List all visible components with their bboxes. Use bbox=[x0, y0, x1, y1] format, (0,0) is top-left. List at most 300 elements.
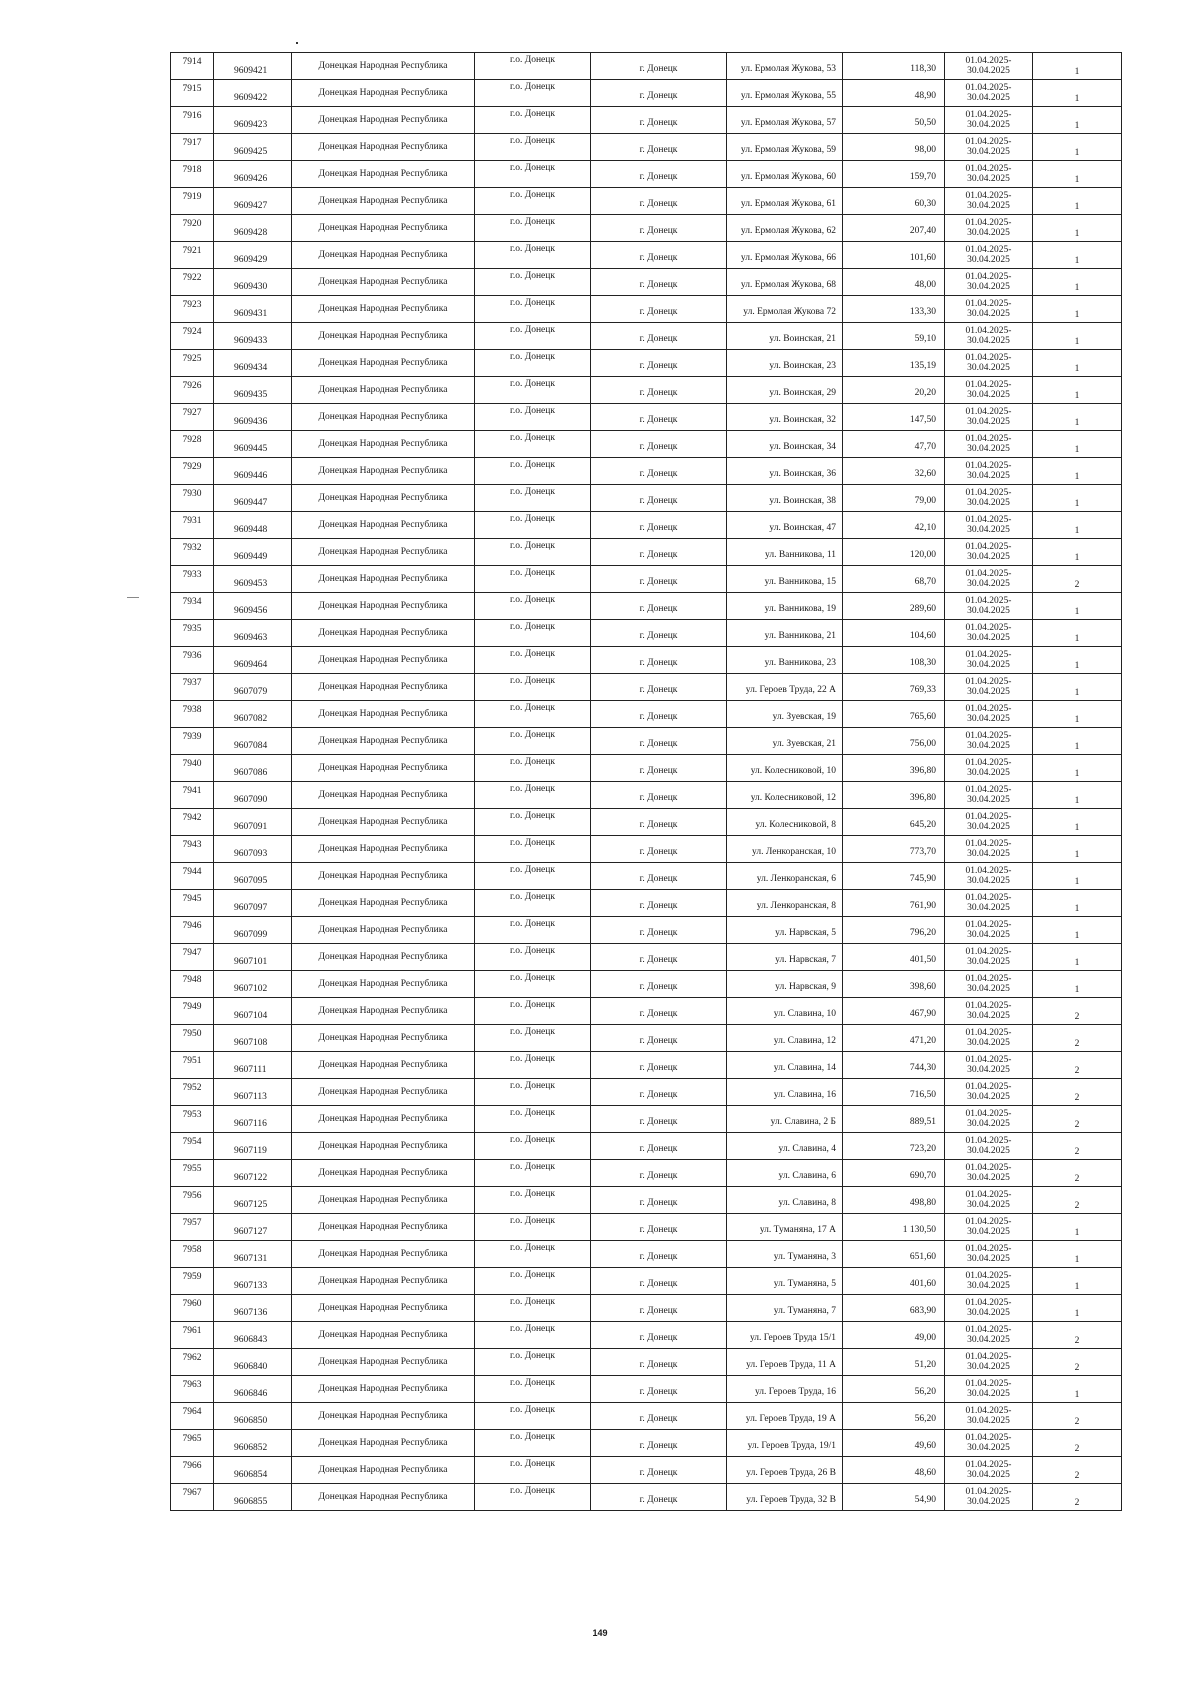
row-number: 7914 bbox=[171, 53, 214, 80]
region-cell: Донецкая Народная Республика bbox=[292, 242, 475, 269]
period-start: 01.04.2025- bbox=[965, 218, 1012, 228]
object-code: 9609447 bbox=[214, 485, 292, 512]
count-cell: 2 bbox=[1033, 998, 1122, 1025]
period-end: 30.04.2025 bbox=[967, 984, 1010, 994]
region-cell: Донецкая Народная Республика bbox=[292, 188, 475, 215]
table-row bbox=[171, 377, 1122, 404]
city-cell: г. Донецк bbox=[591, 809, 727, 836]
period-cell bbox=[945, 1241, 1033, 1268]
period-start: 01.04.2025- bbox=[965, 272, 1012, 282]
region-cell: Донецкая Народная Республика bbox=[292, 1025, 475, 1052]
address-cell: ул. Ванникова, 15 bbox=[727, 566, 843, 593]
count-cell: 1 bbox=[1033, 269, 1122, 296]
period-cell bbox=[945, 1403, 1033, 1430]
table-row bbox=[171, 1025, 1122, 1052]
city-cell: г. Донецк bbox=[591, 728, 727, 755]
row-number: 7949 bbox=[171, 998, 214, 1025]
city-cell: г. Донецк bbox=[591, 512, 727, 539]
period-cell bbox=[945, 998, 1033, 1025]
region-cell: Донецкая Народная Республика bbox=[292, 1376, 475, 1403]
table-row bbox=[171, 566, 1122, 593]
region-cell: Донецкая Народная Республика bbox=[292, 890, 475, 917]
period-cell bbox=[945, 1079, 1033, 1106]
municipality-cell: г.о. Донецк bbox=[475, 1133, 591, 1160]
city-cell: г. Донецк bbox=[591, 377, 727, 404]
object-code: 9607111 bbox=[214, 1052, 292, 1079]
region-cell: Донецкая Народная Республика bbox=[292, 1484, 475, 1511]
table-row bbox=[171, 242, 1122, 269]
municipality-cell: г.о. Донецк bbox=[475, 1052, 591, 1079]
region-cell: Донецкая Народная Республика bbox=[292, 782, 475, 809]
period-cell bbox=[945, 242, 1033, 269]
count-cell: 1 bbox=[1033, 350, 1122, 377]
period-end: 30.04.2025 bbox=[967, 1416, 1010, 1426]
area-cell: 396,80 bbox=[843, 755, 945, 782]
period-cell bbox=[945, 539, 1033, 566]
city-cell: г. Донецк bbox=[591, 1106, 727, 1133]
period-start: 01.04.2025- bbox=[965, 299, 1012, 309]
period-end: 30.04.2025 bbox=[967, 903, 1010, 913]
address-cell: ул. Ермолая Жукова 72 bbox=[727, 296, 843, 323]
area-cell: 645,20 bbox=[843, 809, 945, 836]
object-code: 9607093 bbox=[214, 836, 292, 863]
address-cell: ул. Колесниковой, 10 bbox=[727, 755, 843, 782]
city-cell: г. Донецк bbox=[591, 944, 727, 971]
municipality-cell: г.о. Донецк bbox=[475, 1214, 591, 1241]
period-cell bbox=[945, 188, 1033, 215]
period-end: 30.04.2025 bbox=[967, 363, 1010, 373]
city-cell: г. Донецк bbox=[591, 971, 727, 998]
row-number: 7917 bbox=[171, 134, 214, 161]
city-cell: г. Донецк bbox=[591, 593, 727, 620]
object-code: 9609433 bbox=[214, 323, 292, 350]
municipality-cell: г.о. Донецк bbox=[475, 674, 591, 701]
address-cell: ул. Зуевская, 21 bbox=[727, 728, 843, 755]
count-cell: 1 bbox=[1033, 863, 1122, 890]
period-start: 01.04.2025- bbox=[965, 650, 1012, 660]
period-cell bbox=[945, 890, 1033, 917]
object-code: 9609425 bbox=[214, 134, 292, 161]
period-cell bbox=[945, 1295, 1033, 1322]
row-number: 7932 bbox=[171, 539, 214, 566]
row-number: 7926 bbox=[171, 377, 214, 404]
table-row bbox=[171, 53, 1122, 80]
period-start: 01.04.2025- bbox=[965, 407, 1012, 417]
period-end: 30.04.2025 bbox=[967, 120, 1010, 130]
municipality-cell: г.о. Донецк bbox=[475, 296, 591, 323]
row-number: 7955 bbox=[171, 1160, 214, 1187]
area-cell: 769,33 bbox=[843, 674, 945, 701]
municipality-cell: г.о. Донецк bbox=[475, 53, 591, 80]
address-cell: ул. Ермолая Жукова, 59 bbox=[727, 134, 843, 161]
municipality-cell: г.о. Донецк bbox=[475, 593, 591, 620]
table-row bbox=[171, 512, 1122, 539]
object-code: 9609426 bbox=[214, 161, 292, 188]
city-cell: г. Донецк bbox=[591, 134, 727, 161]
object-code: 9609427 bbox=[214, 188, 292, 215]
row-number: 7957 bbox=[171, 1214, 214, 1241]
region-cell: Донецкая Народная Республика bbox=[292, 215, 475, 242]
period-cell bbox=[945, 107, 1033, 134]
municipality-cell: г.о. Донецк bbox=[475, 1403, 591, 1430]
region-cell: Донецкая Народная Республика bbox=[292, 620, 475, 647]
table-row bbox=[171, 836, 1122, 863]
period-end: 30.04.2025 bbox=[967, 201, 1010, 211]
period-cell bbox=[945, 1214, 1033, 1241]
object-code: 9609436 bbox=[214, 404, 292, 431]
region-cell: Донецкая Народная Республика bbox=[292, 323, 475, 350]
object-code: 9609445 bbox=[214, 431, 292, 458]
table-row bbox=[171, 134, 1122, 161]
area-cell: 47,70 bbox=[843, 431, 945, 458]
period-start: 01.04.2025- bbox=[965, 164, 1012, 174]
city-cell: г. Донецк bbox=[591, 1430, 727, 1457]
area-cell: 471,20 bbox=[843, 1025, 945, 1052]
address-cell: ул. Воинская, 36 bbox=[727, 458, 843, 485]
count-cell: 1 bbox=[1033, 107, 1122, 134]
area-cell: 56,20 bbox=[843, 1376, 945, 1403]
city-cell: г. Донецк bbox=[591, 269, 727, 296]
object-code: 9609456 bbox=[214, 593, 292, 620]
count-cell: 1 bbox=[1033, 944, 1122, 971]
count-cell: 1 bbox=[1033, 458, 1122, 485]
municipality-cell: г.о. Донецк bbox=[475, 188, 591, 215]
table-row bbox=[171, 809, 1122, 836]
count-cell: 2 bbox=[1033, 1187, 1122, 1214]
object-code: 9607113 bbox=[214, 1079, 292, 1106]
region-cell: Донецкая Народная Республика bbox=[292, 1214, 475, 1241]
row-number: 7966 bbox=[171, 1457, 214, 1484]
region-cell: Донецкая Народная Республика bbox=[292, 296, 475, 323]
row-number: 7960 bbox=[171, 1295, 214, 1322]
document-sheet bbox=[170, 52, 1121, 1511]
period-cell bbox=[945, 944, 1033, 971]
row-number: 7951 bbox=[171, 1052, 214, 1079]
area-cell: 68,70 bbox=[843, 566, 945, 593]
region-cell: Донецкая Народная Республика bbox=[292, 134, 475, 161]
region-cell: Донецкая Народная Республика bbox=[292, 161, 475, 188]
region-cell: Донецкая Народная Республика bbox=[292, 1457, 475, 1484]
area-cell: 723,20 bbox=[843, 1133, 945, 1160]
table-row bbox=[171, 350, 1122, 377]
row-number: 7931 bbox=[171, 512, 214, 539]
area-cell: 60,30 bbox=[843, 188, 945, 215]
region-cell: Донецкая Народная Республика bbox=[292, 350, 475, 377]
period-end: 30.04.2025 bbox=[967, 255, 1010, 265]
area-cell: 207,40 bbox=[843, 215, 945, 242]
count-cell: 1 bbox=[1033, 917, 1122, 944]
period-start: 01.04.2025- bbox=[965, 1433, 1012, 1443]
period-end: 30.04.2025 bbox=[967, 1173, 1010, 1183]
object-code: 9609429 bbox=[214, 242, 292, 269]
period-cell bbox=[945, 269, 1033, 296]
period-end: 30.04.2025 bbox=[967, 1200, 1010, 1210]
period-start: 01.04.2025- bbox=[965, 920, 1012, 930]
row-number: 7916 bbox=[171, 107, 214, 134]
area-cell: 159,70 bbox=[843, 161, 945, 188]
city-cell: г. Донецк bbox=[591, 107, 727, 134]
object-code: 9606852 bbox=[214, 1430, 292, 1457]
region-cell: Донецкая Народная Республика bbox=[292, 1241, 475, 1268]
area-cell: 54,90 bbox=[843, 1484, 945, 1511]
row-number: 7953 bbox=[171, 1106, 214, 1133]
region-cell: Донецкая Народная Республика bbox=[292, 917, 475, 944]
period-start: 01.04.2025- bbox=[965, 1325, 1012, 1335]
city-cell: г. Донецк bbox=[591, 998, 727, 1025]
table-row bbox=[171, 161, 1122, 188]
address-cell: ул. Героев Труда, 19/1 bbox=[727, 1430, 843, 1457]
object-code: 9607127 bbox=[214, 1214, 292, 1241]
municipality-cell: г.о. Донецк bbox=[475, 1160, 591, 1187]
period-start: 01.04.2025- bbox=[965, 785, 1012, 795]
region-cell: Донецкая Народная Республика bbox=[292, 107, 475, 134]
period-end: 30.04.2025 bbox=[967, 1362, 1010, 1372]
object-code: 9609422 bbox=[214, 80, 292, 107]
row-number: 7919 bbox=[171, 188, 214, 215]
period-start: 01.04.2025- bbox=[965, 353, 1012, 363]
page-number: 149 bbox=[592, 1628, 608, 1638]
period-start: 01.04.2025- bbox=[965, 1136, 1012, 1146]
city-cell: г. Донецк bbox=[591, 539, 727, 566]
table-row bbox=[171, 674, 1122, 701]
municipality-cell: г.о. Донецк bbox=[475, 431, 591, 458]
table-row bbox=[171, 215, 1122, 242]
row-number: 7950 bbox=[171, 1025, 214, 1052]
period-start: 01.04.2025- bbox=[965, 893, 1012, 903]
table-row bbox=[171, 1457, 1122, 1484]
municipality-cell: г.о. Донецк bbox=[475, 728, 591, 755]
period-start: 01.04.2025- bbox=[965, 515, 1012, 525]
area-cell: 716,50 bbox=[843, 1079, 945, 1106]
city-cell: г. Донецк bbox=[591, 620, 727, 647]
region-cell: Донецкая Народная Республика bbox=[292, 647, 475, 674]
region-cell: Донецкая Народная Республика bbox=[292, 755, 475, 782]
count-cell: 1 bbox=[1033, 836, 1122, 863]
row-number: 7930 bbox=[171, 485, 214, 512]
object-code: 9609453 bbox=[214, 566, 292, 593]
row-number: 7963 bbox=[171, 1376, 214, 1403]
city-cell: г. Донецк bbox=[591, 1025, 727, 1052]
period-start: 01.04.2025- bbox=[965, 380, 1012, 390]
area-cell: 108,30 bbox=[843, 647, 945, 674]
period-start: 01.04.2025- bbox=[965, 137, 1012, 147]
period-cell bbox=[945, 782, 1033, 809]
period-end: 30.04.2025 bbox=[967, 417, 1010, 427]
area-cell: 104,60 bbox=[843, 620, 945, 647]
period-start: 01.04.2025- bbox=[965, 1379, 1012, 1389]
count-cell: 2 bbox=[1033, 1160, 1122, 1187]
table-row bbox=[171, 1349, 1122, 1376]
count-cell: 1 bbox=[1033, 404, 1122, 431]
period-start: 01.04.2025- bbox=[965, 1163, 1012, 1173]
period-cell bbox=[945, 647, 1033, 674]
city-cell: г. Донецк bbox=[591, 458, 727, 485]
city-cell: г. Донецк bbox=[591, 431, 727, 458]
municipality-cell: г.о. Донецк bbox=[475, 512, 591, 539]
period-end: 30.04.2025 bbox=[967, 93, 1010, 103]
period-cell bbox=[945, 1322, 1033, 1349]
municipality-cell: г.о. Донецк bbox=[475, 1187, 591, 1214]
area-cell: 50,50 bbox=[843, 107, 945, 134]
municipality-cell: г.о. Донецк bbox=[475, 782, 591, 809]
period-start: 01.04.2025- bbox=[965, 1190, 1012, 1200]
area-cell: 401,50 bbox=[843, 944, 945, 971]
period-cell bbox=[945, 674, 1033, 701]
address-cell: ул. Воинская, 29 bbox=[727, 377, 843, 404]
table-row bbox=[171, 458, 1122, 485]
period-end: 30.04.2025 bbox=[967, 66, 1010, 76]
area-cell: 147,50 bbox=[843, 404, 945, 431]
region-cell: Донецкая Народная Республика bbox=[292, 944, 475, 971]
period-cell bbox=[945, 431, 1033, 458]
object-code: 9609435 bbox=[214, 377, 292, 404]
address-cell: ул. Воинская, 21 bbox=[727, 323, 843, 350]
period-cell bbox=[945, 1457, 1033, 1484]
object-code: 9609428 bbox=[214, 215, 292, 242]
city-cell: г. Донецк bbox=[591, 836, 727, 863]
region-cell: Донецкая Народная Республика bbox=[292, 458, 475, 485]
count-cell: 1 bbox=[1033, 593, 1122, 620]
period-end: 30.04.2025 bbox=[967, 471, 1010, 481]
municipality-cell: г.о. Донецк bbox=[475, 458, 591, 485]
table-row bbox=[171, 1160, 1122, 1187]
period-cell bbox=[945, 566, 1033, 593]
municipality-cell: г.о. Донецк bbox=[475, 863, 591, 890]
period-start: 01.04.2025- bbox=[965, 1298, 1012, 1308]
object-code: 9609431 bbox=[214, 296, 292, 323]
row-number: 7922 bbox=[171, 269, 214, 296]
address-cell: ул. Ермолая Жукова, 55 bbox=[727, 80, 843, 107]
area-cell: 48,00 bbox=[843, 269, 945, 296]
area-cell: 796,20 bbox=[843, 917, 945, 944]
count-cell: 1 bbox=[1033, 1214, 1122, 1241]
object-code: 9607125 bbox=[214, 1187, 292, 1214]
object-code: 9607082 bbox=[214, 701, 292, 728]
city-cell: г. Донецк bbox=[591, 323, 727, 350]
period-end: 30.04.2025 bbox=[967, 822, 1010, 832]
address-cell: ул. Воинская, 34 bbox=[727, 431, 843, 458]
count-cell: 1 bbox=[1033, 539, 1122, 566]
count-cell: 1 bbox=[1033, 701, 1122, 728]
period-end: 30.04.2025 bbox=[967, 957, 1010, 967]
city-cell: г. Донецк bbox=[591, 755, 727, 782]
period-cell bbox=[945, 1025, 1033, 1052]
period-end: 30.04.2025 bbox=[967, 1443, 1010, 1453]
table-row bbox=[171, 1106, 1122, 1133]
region-cell: Донецкая Народная Республика bbox=[292, 836, 475, 863]
period-cell bbox=[945, 80, 1033, 107]
region-cell: Донецкая Народная Республика bbox=[292, 539, 475, 566]
row-number: 7948 bbox=[171, 971, 214, 998]
row-number: 7925 bbox=[171, 350, 214, 377]
address-cell: ул. Славина, 6 bbox=[727, 1160, 843, 1187]
period-end: 30.04.2025 bbox=[967, 1497, 1010, 1507]
municipality-cell: г.о. Донецк bbox=[475, 134, 591, 161]
period-start: 01.04.2025- bbox=[965, 812, 1012, 822]
region-cell: Донецкая Народная Республика bbox=[292, 1403, 475, 1430]
municipality-cell: г.о. Донецк bbox=[475, 242, 591, 269]
address-cell: ул. Героев Труда, 32 В bbox=[727, 1484, 843, 1511]
count-cell: 2 bbox=[1033, 566, 1122, 593]
table-row bbox=[171, 647, 1122, 674]
table-row bbox=[171, 431, 1122, 458]
region-cell: Донецкая Народная Республика bbox=[292, 1322, 475, 1349]
municipality-cell: г.о. Донецк bbox=[475, 998, 591, 1025]
row-number: 7944 bbox=[171, 863, 214, 890]
count-cell: 1 bbox=[1033, 890, 1122, 917]
area-cell: 756,00 bbox=[843, 728, 945, 755]
count-cell: 1 bbox=[1033, 53, 1122, 80]
city-cell: г. Донецк bbox=[591, 566, 727, 593]
table-row bbox=[171, 1133, 1122, 1160]
city-cell: г. Донецк bbox=[591, 296, 727, 323]
period-end: 30.04.2025 bbox=[967, 1335, 1010, 1345]
period-end: 30.04.2025 bbox=[967, 552, 1010, 562]
period-start: 01.04.2025- bbox=[965, 245, 1012, 255]
count-cell: 2 bbox=[1033, 1052, 1122, 1079]
table-row bbox=[171, 539, 1122, 566]
table-row bbox=[171, 404, 1122, 431]
object-code: 9607086 bbox=[214, 755, 292, 782]
address-cell: ул. Славина, 14 bbox=[727, 1052, 843, 1079]
city-cell: г. Донецк bbox=[591, 188, 727, 215]
municipality-cell: г.о. Донецк bbox=[475, 404, 591, 431]
city-cell: г. Донецк bbox=[591, 1376, 727, 1403]
region-cell: Донецкая Народная Республика bbox=[292, 728, 475, 755]
city-cell: г. Донецк bbox=[591, 350, 727, 377]
municipality-cell: г.о. Донецк bbox=[475, 269, 591, 296]
period-cell bbox=[945, 971, 1033, 998]
municipality-cell: г.о. Донецк bbox=[475, 890, 591, 917]
period-cell bbox=[945, 593, 1033, 620]
table-row bbox=[171, 971, 1122, 998]
region-cell: Донецкая Народная Республика bbox=[292, 1160, 475, 1187]
period-start: 01.04.2025- bbox=[965, 623, 1012, 633]
region-cell: Донецкая Народная Республика bbox=[292, 1349, 475, 1376]
area-cell: 467,90 bbox=[843, 998, 945, 1025]
area-cell: 98,00 bbox=[843, 134, 945, 161]
municipality-cell: г.о. Донецк bbox=[475, 1268, 591, 1295]
city-cell: г. Донецк bbox=[591, 917, 727, 944]
area-cell: 48,90 bbox=[843, 80, 945, 107]
municipality-cell: г.о. Донецк bbox=[475, 80, 591, 107]
period-end: 30.04.2025 bbox=[967, 1227, 1010, 1237]
area-cell: 1 130,50 bbox=[843, 1214, 945, 1241]
period-start: 01.04.2025- bbox=[965, 110, 1012, 120]
address-cell: ул. Туманяна, 5 bbox=[727, 1268, 843, 1295]
address-cell: ул. Славина, 8 bbox=[727, 1187, 843, 1214]
row-number: 7928 bbox=[171, 431, 214, 458]
period-start: 01.04.2025- bbox=[965, 731, 1012, 741]
municipality-cell: г.о. Донецк bbox=[475, 971, 591, 998]
region-cell: Донецкая Народная Республика bbox=[292, 512, 475, 539]
region-cell: Донецкая Народная Республика bbox=[292, 1133, 475, 1160]
area-cell: 79,00 bbox=[843, 485, 945, 512]
period-cell bbox=[945, 404, 1033, 431]
table-row bbox=[171, 323, 1122, 350]
count-cell: 1 bbox=[1033, 161, 1122, 188]
count-cell: 2 bbox=[1033, 1106, 1122, 1133]
municipality-cell: г.о. Донецк bbox=[475, 1376, 591, 1403]
address-cell: ул. Славина, 10 bbox=[727, 998, 843, 1025]
period-start: 01.04.2025- bbox=[965, 1487, 1012, 1497]
object-code: 9609464 bbox=[214, 647, 292, 674]
row-number: 7936 bbox=[171, 647, 214, 674]
area-cell: 761,90 bbox=[843, 890, 945, 917]
municipality-cell: г.о. Донецк bbox=[475, 917, 591, 944]
object-code: 9609430 bbox=[214, 269, 292, 296]
row-number: 7962 bbox=[171, 1349, 214, 1376]
